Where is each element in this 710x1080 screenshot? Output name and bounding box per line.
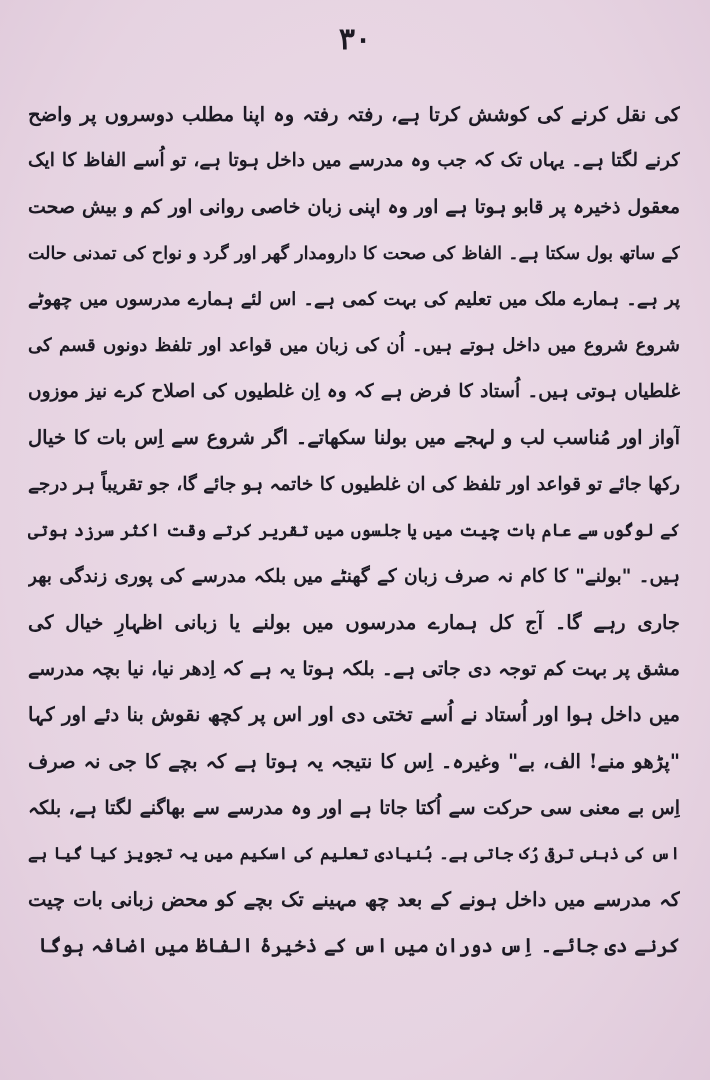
text-line: اس کی ذہنی ترقی رُک جاتی ہے۔ بُنیادی تعلیم کی اسکیم میں یہ تجویز کیا گیا ہے <box>28 844 680 863</box>
text-line: کے ساتھ بول سکتا ہے۔ الفاظ کی صحت کا دارومدار گھر اور گرد و نواح کی تمدنی حالت <box>28 243 680 264</box>
page-number: ۳۰ <box>338 22 372 57</box>
text-line: میں داخل ہوا اور اُستاد نے اُسے تختی دی اور اس پر کچھ نقوش بنا دئے اور کہا <box>28 703 680 727</box>
text-line: کے لوگوں سے عام بات چیت میں یا جلسوں میں تقریر کرتے وقت اکثر سرزد ہوتی <box>28 520 680 541</box>
text-line: "پڑھو منے! الف، بے" وغیرہ۔ اِس کا نتیجہ یہ ہوتا ہے کہ بچے کا جی نہ صرف <box>28 749 680 773</box>
text-line: آواز اور مُناسب لب و لہجے میں بولنا سکھاتے۔ اگر شروع سے اِس بات کا خیال <box>28 426 680 450</box>
text-line: ہیں۔ "بولنے" کا کام نہ صرف زبان کے گھنٹے میں بلکہ مدرسے کی پوری زندگی بھر <box>28 565 680 587</box>
urdu-text-body <box>28 92 680 970</box>
text-line: کی نقل کرنے کی کوشش کرتا ہے، رفتہ رفتہ وہ اپنا مطلب دوسروں پر واضح <box>28 103 680 126</box>
text-line: کہ مدرسے میں داخل ہونے کے بعد چھ مہینے تک بچے کو محض زبانی بات چیت <box>28 888 680 912</box>
text-line: شروع شروع میں داخل ہوتے ہیں۔ اُن کی زبان میں قواعد اور تلفظ دونوں قسم کی <box>28 334 680 356</box>
text-line: پر ہے۔ ہمارے ملک میں تعلیم کی بہت کمی ہے۔ اس لئے ہمارے مدرسوں میں چھوٹے <box>28 288 680 310</box>
text-line: کرنے دی جائے۔ اِس دوران میں اس کے ذخیرۂ الفاظ میں اضافہ ہوگا <box>38 934 680 958</box>
text-line: جاری رہے گا۔ آج کل ہمارے مدرسوں میں بولنے یا زبانی اظہارِ خیال کی <box>28 611 680 635</box>
text-line: اِس بے معنی سی حرکت سے اُکتا جاتا ہے اور وہ مدرسے سے بھاگنے لگتا ہے، بلکہ <box>28 796 680 819</box>
text-line: معقول ذخیرہ پر قابو ہوتا ہے اور وہ اپنی زبان خاصی روانی اور کم و بیش صحت <box>28 196 680 219</box>
text-line: غلطیاں ہوتی ہیں۔ اُستاد کا فرض ہے کہ وہ اِن غلطیوں کی اصلاح کرے نیز موزوں <box>28 381 680 403</box>
text-line: کرنے لگتا ہے۔ یہاں تک کہ جب وہ مدرسے میں داخل ہوتا ہے، تو اُسے الفاظ کا ایک <box>28 150 680 172</box>
text-line: مشق پر بہت کم توجہ دی جاتی ہے۔ بلکہ ہوتا یہ ہے کہ اِدھر نیا، نیا بچہ مدرسے <box>28 658 680 681</box>
text-line: رکھا جائے تو قواعد اور تلفظ کی ان غلطیوں کا خاتمہ ہو جائے گا، جو تقریباً ہر درجے <box>28 473 680 495</box>
